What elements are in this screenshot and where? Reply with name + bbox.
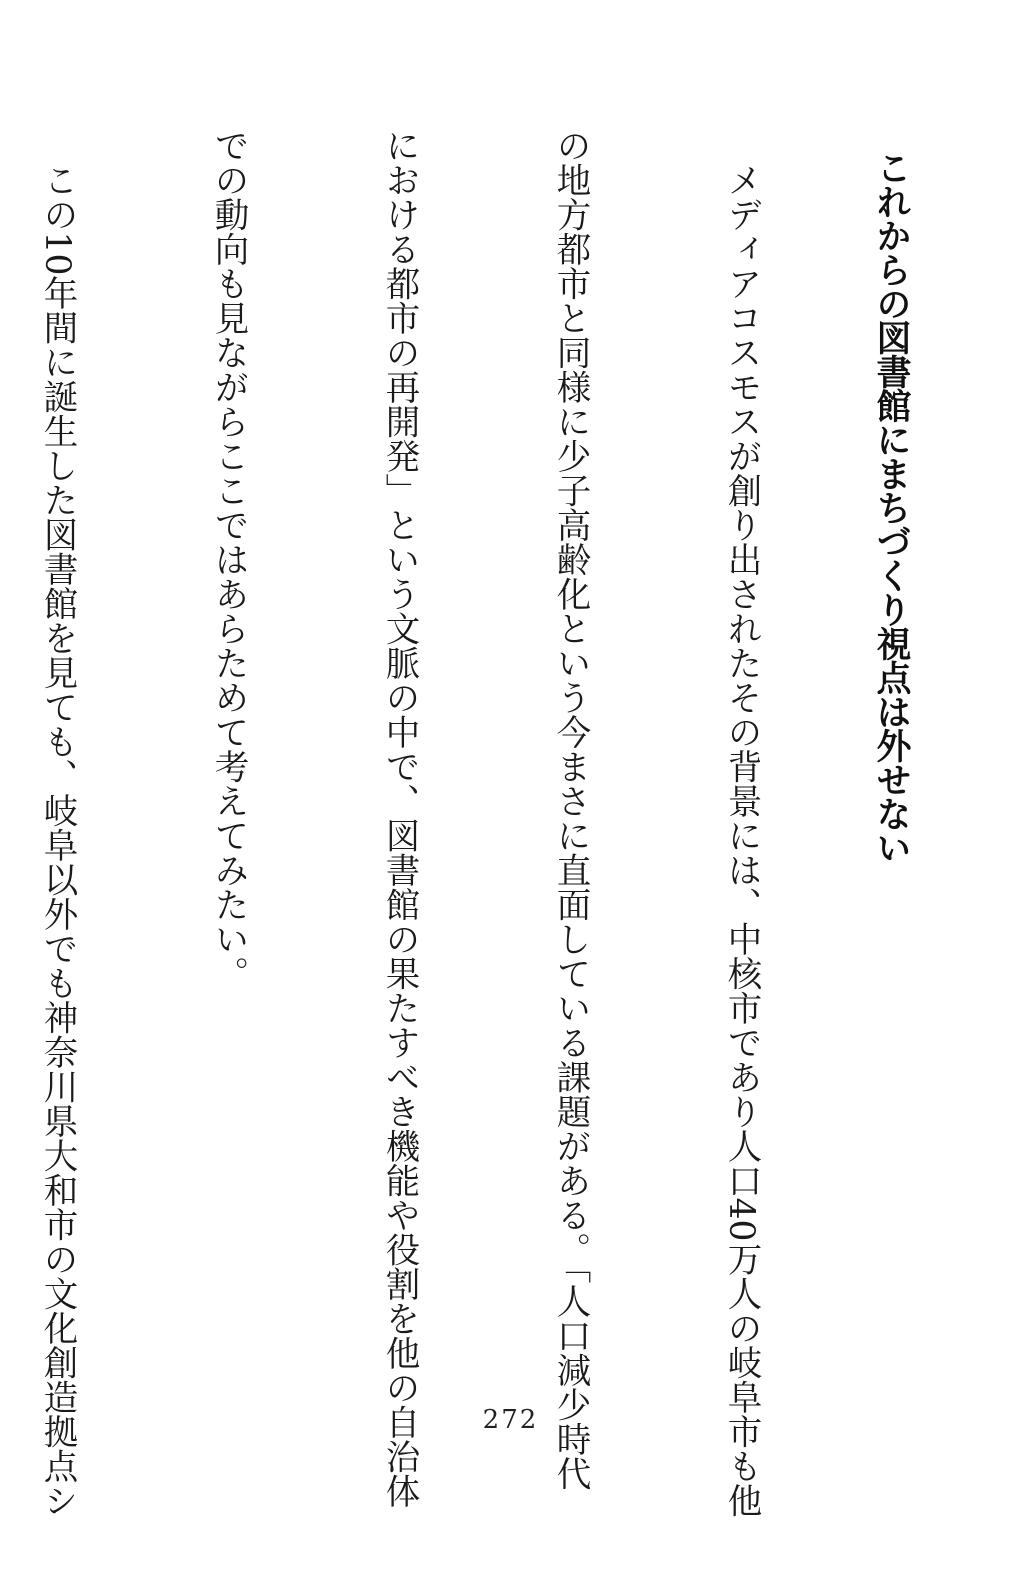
section-heading: これからの図書館にまちづくり視点は外せない [871,150,911,864]
body-line: この10年間に誕生した図書館を見ても、岐阜以外でも神奈川県大和市の文化創造拠点シ [37,128,77,1518]
body-line: の地方都市と同様に少子高齢化という今まさに直面している課題がある。「人口減少時代 [550,128,590,1491]
page-number: 272 [482,1405,539,1435]
body-line: における都市の再開発」という文脈の中で、図書館の果たすべき機能や役割を他の自治体 [379,128,419,1508]
body-line: メディアコスモスが創り出されたその背景には、中核市であり人口40万人の岐阜市も他 [721,128,761,1518]
body-line: での動向も見ながらここではあらためて考えてみたい。 [208,128,248,991]
